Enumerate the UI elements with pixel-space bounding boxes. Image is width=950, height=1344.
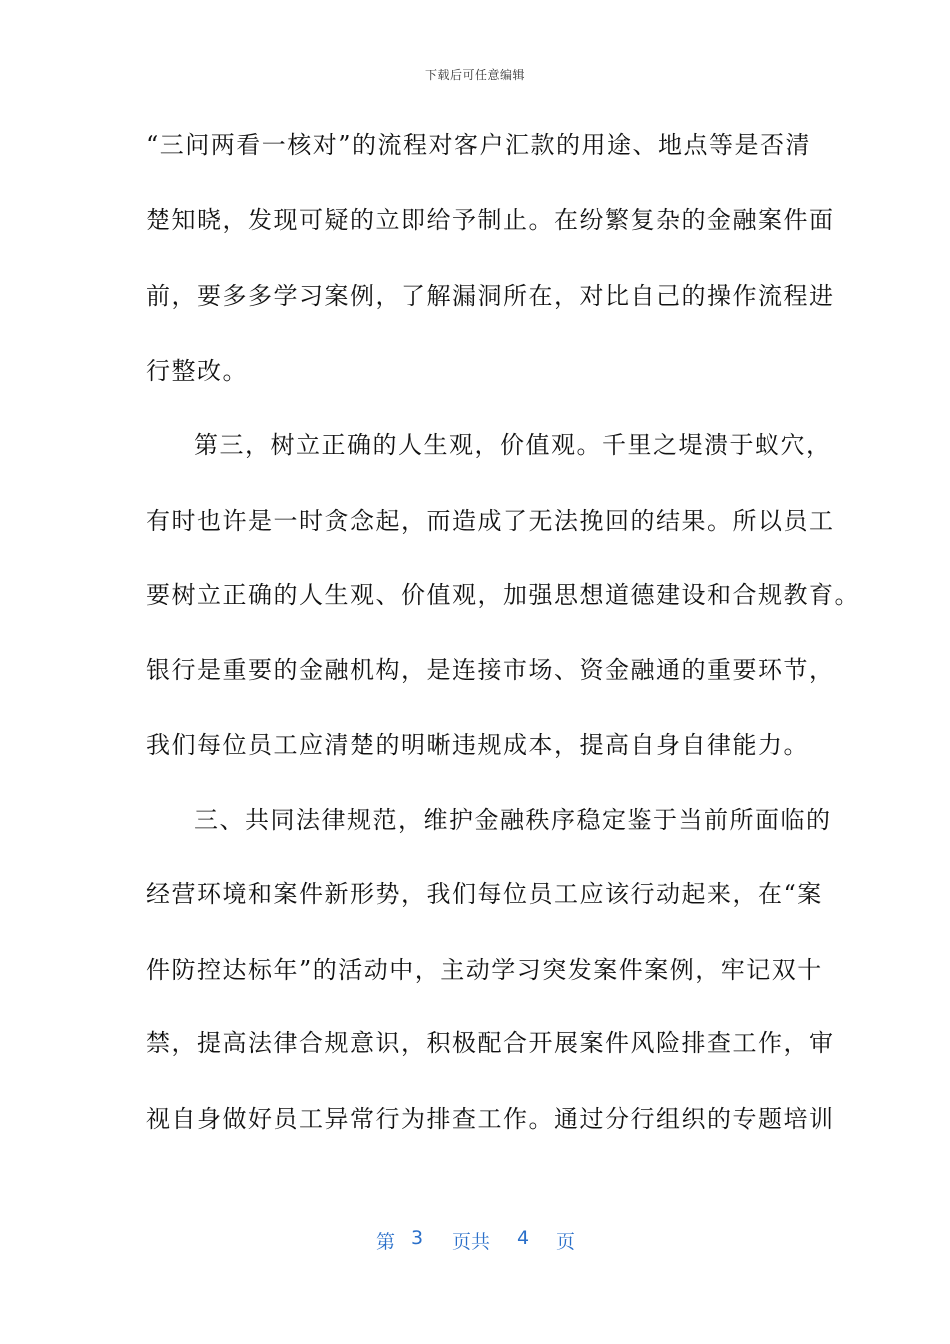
text-line: “三问两看一核对”的流程对客户汇款的用途、地点等是否清 [146,131,812,159]
text-line: 视自身做好员工异常行为排查工作。通过分行组织的专题培训 [146,1105,835,1133]
text-line: 件防控达标年”的活动中，主动学习突发案件案例，牢记双十 [146,956,823,984]
text-line: 银行是重要的金融机构，是连接市场、资金融通的重要环节， [146,656,835,684]
text-line: 我们每位员工应清楚的明晰违规成本，提高自身自律能力。 [146,731,809,759]
text-line: 楚知晓，发现可疑的立即给予制止。在纷繁复杂的金融案件面 [146,206,835,234]
total-pages-number: 4 [517,1227,530,1249]
paragraph-first-line: 三、共同法律规范，维护金融秩序稳定鉴于当前所面临的 [194,806,832,834]
text-line: 经营环境和案件新形势，我们每位员工应该行动起来，在“案 [146,880,823,908]
current-page-number: 3 [411,1227,424,1249]
page-footer [0,1227,950,1251]
paragraph-first-line: 第三，树立正确的人生观，价值观。千里之堤溃于蚁穴， [194,431,832,459]
text-line: 有时也许是一时贪念起，而造成了无法挽回的结果。所以员工 [146,507,835,535]
text-line: 要树立正确的人生观、价值观，加强思想道德建设和合规教育。 [146,581,860,609]
text-line: 禁，提高法律合规意识，积极配合开展案件风险排查工作，审 [146,1029,835,1057]
page-label-prefix: 第 [376,1231,396,1253]
text-line: 前，要多多学习案例，了解漏洞所在，对比自己的操作流程进 [146,282,835,310]
page-label-suffix: 页 [556,1231,576,1253]
text-line: 行整改。 [146,357,248,385]
page-label-middle: 页共 [452,1231,491,1253]
header-note: 下载后可任意编辑 [424,68,525,82]
